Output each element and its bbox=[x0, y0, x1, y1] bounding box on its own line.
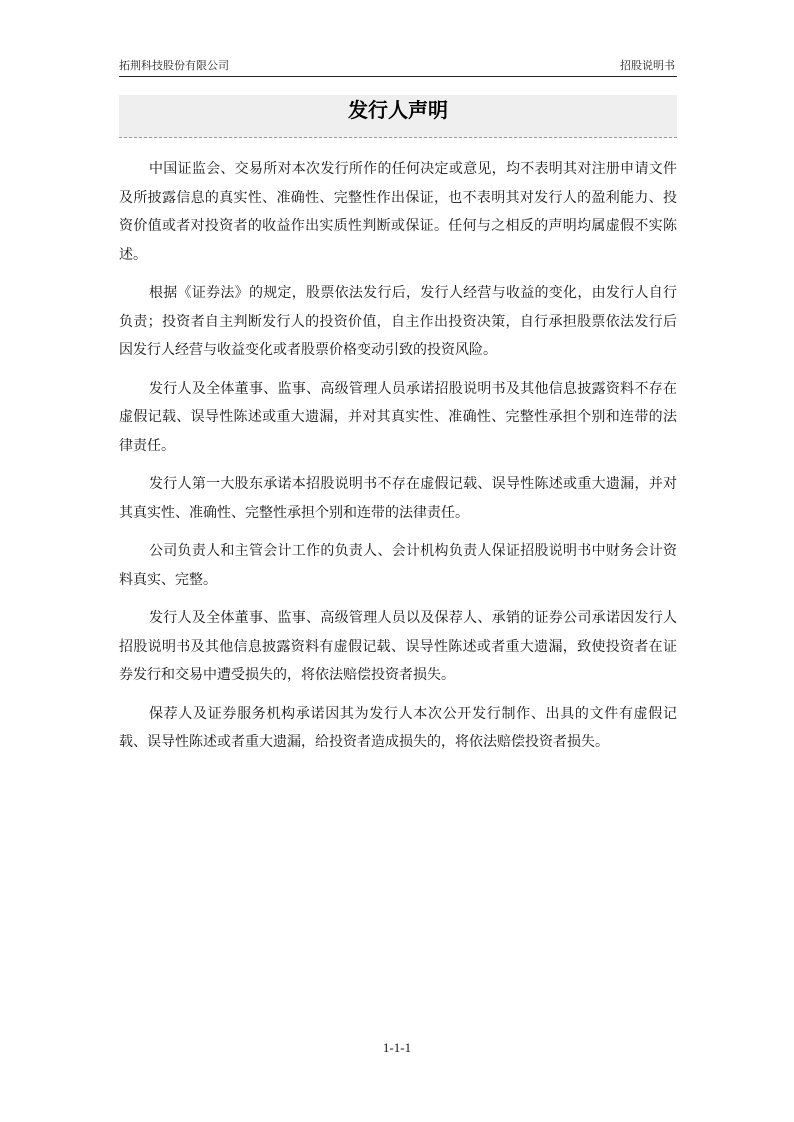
page-header bbox=[119, 56, 677, 77]
statement-body bbox=[119, 155, 677, 767]
paragraph-securities-law: 根据《证券法》的规定，股票依法发行后，发行人经营与收益的变化，由发行人自行负责；投资者自主判断发行人的投资价值，自主作出投资决策，自行承担股票依法发行后因发行人经营与收益变化或者股票价格变动引致的投资风险。 bbox=[119, 285, 677, 358]
header-company-name: 拓荆科技股份有限公司 bbox=[119, 59, 229, 72]
paragraph-shareholder-commitment: 发行人第一大股东承诺本招股说明书不存在虚假记载、误导性陈述或重大遗漏，并对其真实性、准确性、完整性承担个别和连带的法律责任。 bbox=[119, 476, 677, 521]
paragraph-financial-guarantee: 公司负责人和主管会计工作的负责人、会计机构负责人保证招股说明书中财务会计资料真实、完整。 bbox=[119, 543, 677, 588]
paragraph-sponsor-commitment: 保荐人及证券服务机构承诺因其为发行人本次公开发行制作、出具的文件有虚假记载、误导性陈述或者重大遗漏，给投资者造成损失的，将依法赔偿投资者损失。 bbox=[119, 705, 677, 750]
title-band bbox=[119, 95, 677, 138]
header-document-type: 招股说明书 bbox=[620, 59, 675, 72]
paragraph-compensation-commitment: 发行人及全体董事、监事、高级管理人员以及保荐人、承销的证券公司承诺因发行人招股说明书及其他信息披露资料有虚假记载、误导性陈述或者重大遗漏，致使投资者在证券发行和交易中遭受损失的，将依法赔偿投资者损失。 bbox=[119, 610, 677, 683]
paragraph-csrc-disclaimer: 中国证监会、交易所对本次发行所作的任何决定或意见，均不表明其对注册申请文件及所披露信息的真实性、准确性、完整性作出保证，也不表明其对发行人的盈利能力、投资价值或者对投资者的收益作出实质性判断或保证。任何与之相反的声明均属虚假不实陈述。 bbox=[119, 161, 677, 263]
paragraph-directors-commitment: 发行人及全体董事、监事、高级管理人员承诺招股说明书及其他信息披露资料不存在虚假记载、误导性陈述或重大遗漏，并对其真实性、准确性、完整性承担个别和连带的法律责任。 bbox=[119, 380, 677, 454]
page-title: 发行人声明 bbox=[348, 98, 448, 122]
page-number: 1-1-1 bbox=[382, 1040, 412, 1055]
